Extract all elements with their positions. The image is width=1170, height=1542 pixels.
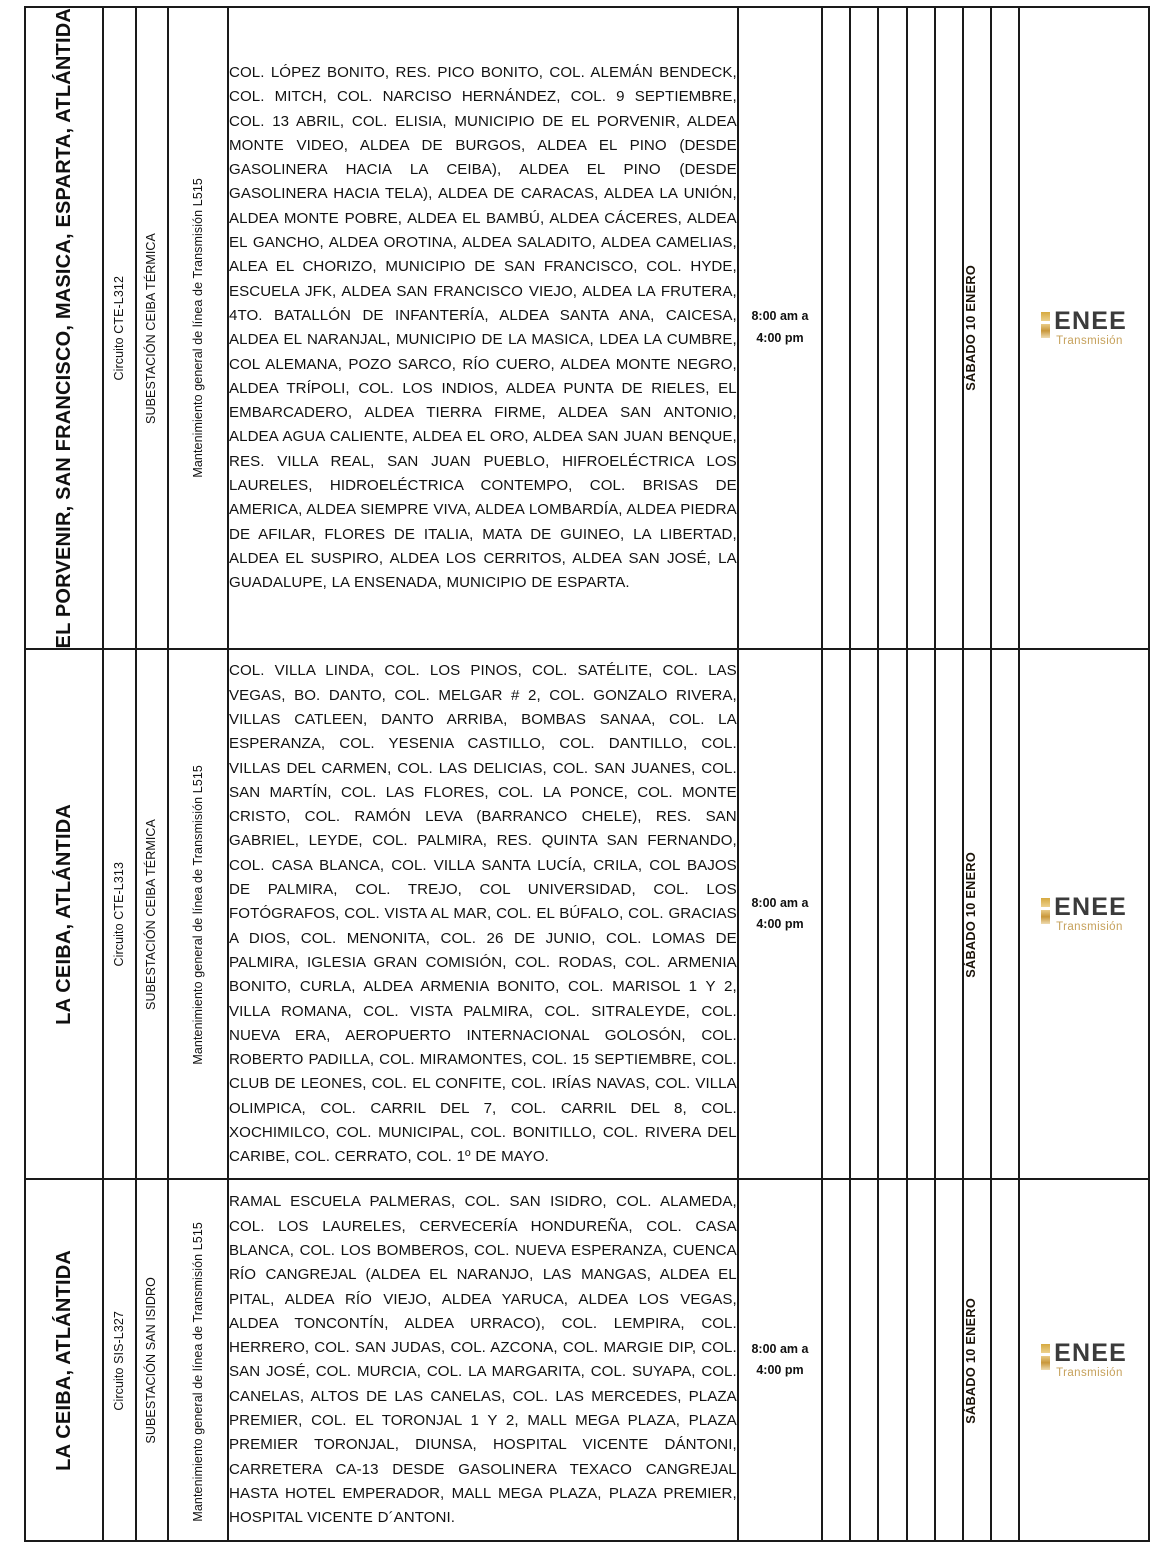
affected-areas-cell (228, 7, 738, 649)
enee-logo (1041, 306, 1128, 348)
substation-cell (136, 7, 168, 649)
brand-logo-cell (1019, 649, 1149, 1179)
work-cell (168, 1179, 228, 1541)
work-label: Mantenimiento general de línea de Transmisión L515 (190, 1221, 205, 1522)
enee-logo (1041, 895, 1127, 934)
spacer-cell-6 (991, 1179, 1019, 1541)
spacer-cell-2 (850, 649, 878, 1179)
day-label: SÁBADO 10 ENERO (963, 265, 978, 392)
work-label: Mantenimiento general de línea de Transmisión L515 (190, 178, 205, 479)
outage-schedule-table (24, 6, 1150, 1542)
spacer-cell-3 (878, 1179, 906, 1541)
circuit-label: Circuito SIS-L327 (112, 1310, 127, 1411)
work-cell (168, 649, 228, 1179)
spacer-cell-4 (907, 7, 935, 649)
circuit-cell (103, 649, 135, 1179)
enee-bar-mark-icon (1041, 898, 1050, 924)
zone-label: EL PORVENIR, SAN FRANCISCO, MASICA, ESPARTA, ATLÁNTIDA (53, 8, 75, 649)
spacer-cell-1 (822, 649, 850, 1179)
spacer-cell-3 (878, 649, 906, 1179)
affected-areas-text: COL. LÓPEZ BONITO, RES. PICO BONITO, COL. ALEMÁN BENDECK, COL. MITCH, COL. NARCISO HERNÁNDEZ, COL. 9 SEPTIEMBRE, COL. 13 ABRIL, COL. ELISIA, MUNICIPIO DE EL PORVENIR, ALDEA MONTE VIDEO, ALDEA DE BURGOS, ALDEA EL PINO (DESDE GASOLINERA HACIA LA CEIBA), ALDEA EL PINO (DESDE GASOLINERA HACIA TELA), ALDEA DE CARACAS, ALDEA LA UNIÓN, ALDEA MONTE POBRE, ALDEA EL BAMBÚ, ALDEA CÁCERES, ALDEA EL GANCHO, ALDEA OROTINA, ALDEA SALADITO, ALDEA CAMELIAS, ALEA EL CHORIZO, MUNICIPIO DE SAN FRANCISCO, COL. HYDE, ESCUELA JFK, ALDEA SAN FRANCISCO VIEJO, ALDEA LA FRUTERA, 4TO. BATALLÓN DE INFANTERÍA, ALDEA SANTA ANA, CAICESA, ALDEA EL NARANJAL, MUNICIPIO DE LA MASICA, LDEA LA CUMBRE, COL ALEMANA, POZO SARCO, RÍO CUERO, ALDEA MONTE NEGRO, ALDEA TRÍPOLI, COL. LOS INDIOS, ALDEA PUNTA DE RIELES, EL EMBARCADERO, ALDEA TIERRA FIRME, ALDEA SAN ANTONIO, ALDEA AGUA CALIENTE, ALDEA EL ORO, ALDEA SAN JUAN BENQUE, RES. VILLA REAL, SAN JUAN PUEBLO, HIFROELÉCTRICA LOS LAURELES, HIDROELÉCTRICA CONTEMPO, COL. BRISAS DE AMERICA, ALDEA SIEMPRE VIVA, ALDEA LOMBARDÍA, ALDEA PIEDRA DE AFILAR, FLORES DE ITALIA, MATA DE GUINEO, LA LIBERTAD, ALDEA EL SUSPIRO, ALDEA LOS CERRITOS, ALDEA SAN JOSÉ, LA GUADALUPE, LA ENSENADA, MUNICIPIO DE ESPARTA. (229, 63, 737, 592)
substation-label: SUBESTACIÓN SAN ISIDRO (144, 1277, 159, 1444)
circuit-label: Circuito CTE-L312 (112, 275, 127, 381)
time-line-1: 8:00 am a (751, 309, 809, 324)
zone-cell (25, 649, 103, 1179)
substation-cell (136, 649, 168, 1179)
spacer-cell-5 (935, 1179, 963, 1541)
spacer-cell-6 (991, 7, 1019, 649)
table-row (25, 649, 1149, 1179)
day-label: SÁBADO 10 ENERO (963, 851, 978, 978)
work-label: Mantenimiento general de línea de Transmisión L515 (190, 764, 205, 1065)
spacer-cell-1 (822, 7, 850, 649)
brand-logo-cell (1019, 7, 1149, 649)
circuit-label: Circuito CTE-L313 (112, 862, 127, 967)
time-line-2: 4:00 pm (756, 917, 804, 932)
spacer-cell-4 (907, 1179, 935, 1541)
spacer-cell-4 (907, 649, 935, 1179)
time-cell (738, 649, 822, 1179)
enee-logo (1041, 1341, 1127, 1380)
time-line-2: 4:00 pm (756, 331, 804, 346)
enee-bar-mark-icon (1041, 1344, 1050, 1370)
brand-subtitle: Transmisión (1056, 921, 1123, 934)
brand-logo-cell (1019, 1179, 1149, 1541)
day-cell (963, 1179, 991, 1541)
enee-bar-mark-icon (1041, 312, 1050, 338)
spacer-cell-3 (878, 7, 906, 649)
brand-subtitle: Transmisión (1056, 334, 1123, 347)
affected-areas-cell (228, 649, 738, 1179)
circuit-cell (103, 7, 135, 649)
zone-cell (25, 1179, 103, 1541)
day-label: SÁBADO 10 ENERO (963, 1297, 978, 1424)
spacer-cell-6 (991, 649, 1019, 1179)
affected-areas-cell (228, 1179, 738, 1541)
enee-logo-text (1054, 306, 1128, 348)
day-cell (963, 649, 991, 1179)
circuit-cell (103, 1179, 135, 1541)
affected-areas-text: RAMAL ESCUELA PALMERAS, COL. SAN ISIDRO, COL. ALAMEDA, COL. LOS LAURELES, CERVECERÍA HONDUREÑA, COL. CASA BLANCA, COL. LOS BOMBEROS, COL. NUEVA ESPERANZA, CUENCA RÍO CANGREJAL (ALDEA EL NARANJO, LAS MANGAS, ALDEA EL PITAL, ALDEA RÍO VIEJO, ALDEA YARUCA, ALDEA LOS VEGAS, ALDEA TONCONTÍN, ALDEA URRACO), COL. LEMPIRA, COL. HERRERO, COL. SAN JUDAS, COL. AZCONA, COL. MARGIE DIP, COL. SAN JOSÉ, COL. MURCIA, COL. LA MARGARITA, COL. SUYAPA, COL. CANELAS, ALTOS DE LAS CANELAS, COL. LAS MERCEDES, PLAZA PREMIER, COL. EL TORONJAL 1 Y 2, MALL MEGA PLAZA, PLAZA PREMIER TORONJAL, DIUNSA, HOSPITAL VICENTE DÁNTONI, CARRETERA CA-13 DESDE GASOLINERA TEXACO CANGREJAL HASTA HOTEL EMPERADOR, MALL MEGA PLAZA, PLAZA PREMIER, HOSPITAL VICENTE D´ANTONI. (229, 1193, 737, 1527)
time-line-1: 8:00 am a (751, 895, 809, 910)
substation-label: SUBESTACIÓN CEIBA TÉRMICA (144, 818, 159, 1010)
day-cell (963, 7, 991, 649)
spacer-cell-5 (935, 7, 963, 649)
work-cell (168, 7, 228, 649)
time-cell (738, 7, 822, 649)
time-cell (738, 1179, 822, 1541)
brand-subtitle: Transmisión (1056, 1367, 1123, 1380)
zone-label: LA CEIBA, ATLÁNTIDA (53, 804, 75, 1025)
enee-logo-text (1054, 895, 1127, 934)
brand-name: ENEE (1054, 893, 1128, 922)
time-line-1: 8:00 am a (751, 1341, 809, 1356)
substation-cell (136, 1179, 168, 1541)
time-line-2: 4:00 pm (756, 1363, 804, 1378)
zone-cell (25, 7, 103, 649)
zone-label: LA CEIBA, ATLÁNTIDA (53, 1250, 75, 1471)
spacer-cell-2 (850, 7, 878, 649)
spacer-cell-5 (935, 649, 963, 1179)
substation-label: SUBESTACIÓN CEIBA TÉRMICA (144, 232, 159, 424)
table-row (25, 1179, 1149, 1541)
spacer-cell-1 (822, 1179, 850, 1541)
affected-areas-text: COL. VILLA LINDA, COL. LOS PINOS, COL. SATÉLITE, COL. LAS VEGAS, BO. DANTO, COL. MELGAR # 2, COL. GONZALO RIVERA, VILLAS CATLEEN, DANTO ARRIBA, BOMBAS SANAA, COL. LA ESPERANZA, COL. YESENIA CASTILLO, COL. DANTILLO, COL. VILLAS DEL CARMEN, COL. LAS DELICIAS, COL. SAN JUANES, COL. SAN MARTÍN, COL. LAS FLORES, COL. LA PONCE, COL. MONTE CRISTO, COL. RAMÓN LEVA (BARRANCO CHELE), RES. SAN GABRIEL, LEYDE, COL. PALMIRA, RES. QUINTA SAN FERNANDO, COL. CASA BLANCA, COL. VILLA SANTA LUCÍA, CRILA, COL BAJOS DE PALMIRA, COL. TREJO, COL UNIVERSIDAD, COL. LOS FOTÓGRAFOS, COL. VISTA AL MAR, COL. EL BÚFALO, COL. GRACIAS A DIOS, COL. MENONITA, COL. 26 DE JUNIO, COL. LOMAS DE PALMIRA, IGLESIA GRAN COMISIÓN, COL. RODAS, COL. ARMENIA BONITO, CURLA, ALDEA ARMENIA BONITO, COL. MARISOL 1 Y 2, VILLA ROMANA, COL. VISTA PALMIRA, COL. SITRALEYDE, COL. NUEVA ERA, AEROPUERTO INTERNACIONAL GOLOSÓN, COL. ROBERTO PADILLA, COL. MIRAMONTES, COL. 15 SEPTIEMBRE, COL. CLUB DE LEONES, COL. EL CONFITE, COL. IRÍAS NAVAS, COL. VILLA OLIMPICA, COL. CARRIL DEL 7, COL. CARRIL DEL 8, COL. XOCHIMILCO, COL. MUNICIPAL, COL. BONITILLO, COL. RIVERA DEL CARIBE, COL. CERRATO, COL. 1º DE MAYO. (229, 662, 737, 1166)
brand-name: ENEE (1054, 306, 1128, 335)
table-row (25, 7, 1149, 649)
spacer-cell-2 (850, 1179, 878, 1541)
enee-logo-text (1054, 1341, 1127, 1380)
brand-name: ENEE (1054, 1339, 1128, 1368)
